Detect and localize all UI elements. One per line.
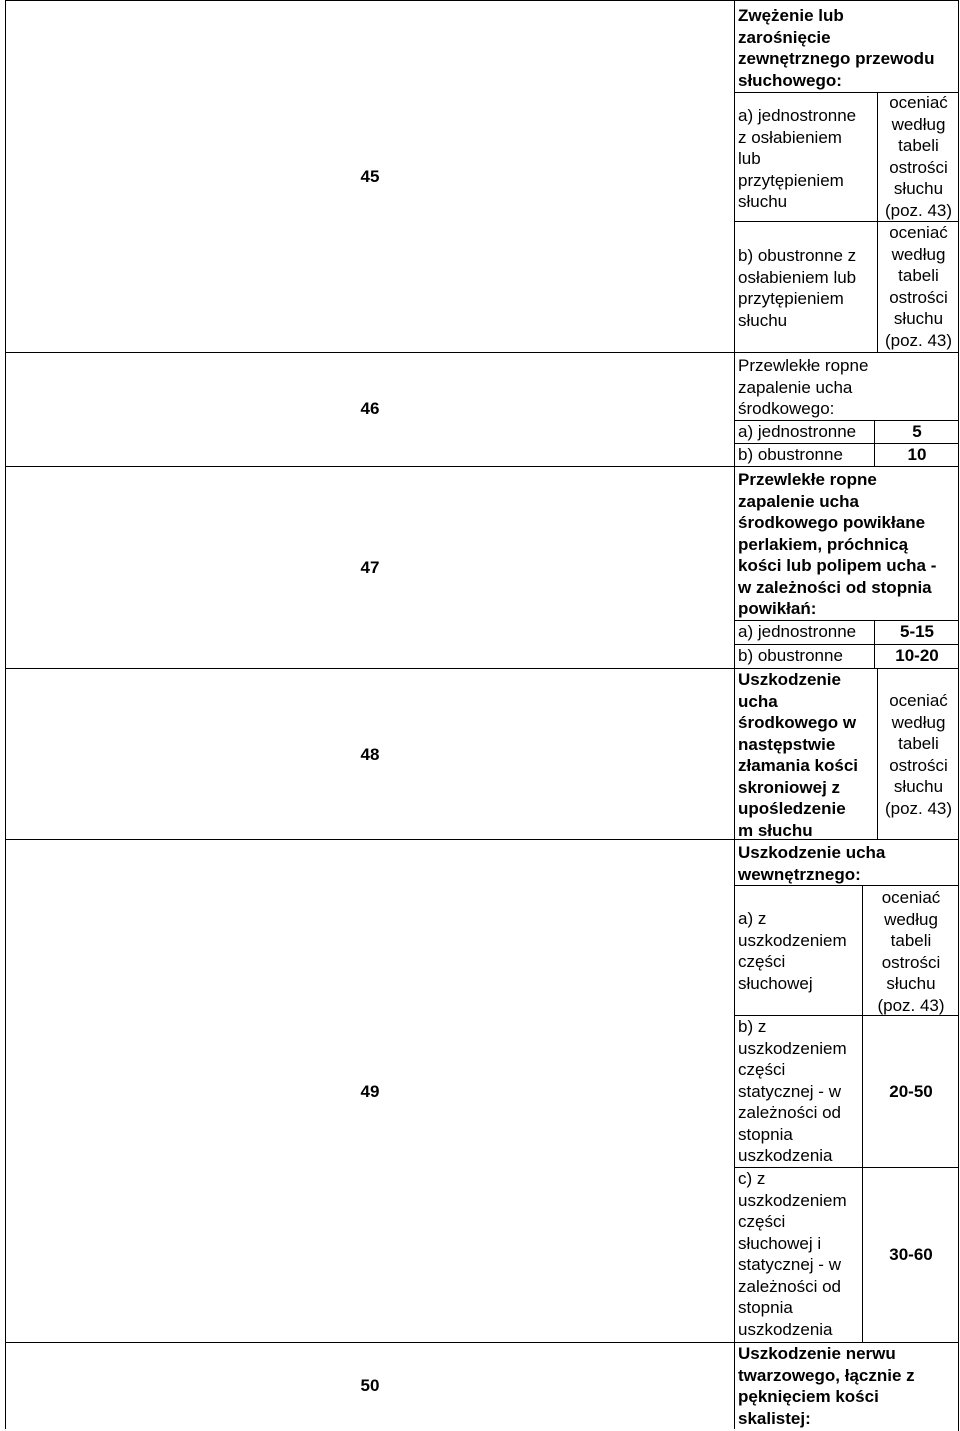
row-45-item-a-value: oceniać według tabeli ostrości słuchu (poz. 43) (884, 93, 953, 220)
row-46-item-a-label: a) jednostronne (738, 422, 857, 441)
row-49-item-a-value: oceniać według tabeli ostrości słuchu (poz. 43) (877, 888, 945, 1015)
row-number-46: 46 (360, 399, 380, 418)
row-45-item-b-label: b) obustronne z osłabieniem lub przytępieniem słuchu (738, 246, 857, 330)
row-45-item-b-value: oceniać według tabeli ostrości słuchu (poz. 43) (884, 223, 953, 350)
row-number-50: 50 (360, 1376, 380, 1395)
row-46-item-a-value: 5 (912, 422, 922, 441)
row-number-45: 45 (360, 167, 380, 186)
row-49-item-c-value: 30-60 (889, 1245, 933, 1264)
row-48-value: oceniać według tabeli ostrości słuchu (poz. 43) (884, 691, 953, 818)
row-divider (5, 352, 959, 353)
row-47-item-a-label: a) jednostronne (738, 622, 857, 641)
row-49-item-a-label: a) z uszkodzeniem części słuchowej (738, 909, 847, 993)
row-divider (5, 466, 959, 467)
row-47-heading: Przewlekłe ropne zapalenie ucha środkowego powikłane perlakiem, próchnicą kości lub polipem ucha - w zależności od stopnia powikłań: (738, 470, 937, 618)
row-49-item-c-label: c) z uszkodzeniem części słuchowej i statycznej - w zależności od stopnia uszkodzenia (738, 1169, 847, 1339)
row-46-item-b-value: 10 (907, 445, 927, 464)
row-49-item-b-value: 20-50 (889, 1082, 933, 1101)
row-45-heading: Zwężenie lub zarośnięcie zewnętrznego przewodu słuchowego: (738, 6, 935, 90)
row-49-heading: Uszkodzenie ucha wewnętrznego: (738, 843, 886, 884)
row-47-item-b-value: 10-20 (895, 646, 939, 665)
item-divider (734, 885, 959, 886)
document-table (5, 0, 959, 1431)
row-47-item-a-value: 5-15 (899, 622, 935, 641)
row-47-item-b-label: b) obustronne (738, 646, 843, 665)
row-46-heading: Przewlekłe ropne zapalenie ucha środkowego: (738, 356, 869, 418)
row-45-item-a-label: a) jednostronne z osłabieniem lub przytępieniem słuchu (738, 106, 857, 211)
row-50-heading: Uszkodzenie nerwu twarzowego, łącznie z pęknięciem kości skalistej: (738, 1344, 915, 1428)
row-46-item-b-label: b) obustronne (738, 445, 843, 464)
row-number-47: 47 (360, 558, 380, 577)
row-number-49: 49 (360, 1082, 380, 1101)
row-number-48: 48 (360, 745, 380, 764)
number-column (5, 0, 735, 1429)
row-48-heading: Uszkodzenie ucha środkowego w następstwie złamania kości skroniowej z upośledzenie m słuchu (738, 670, 859, 840)
row-49-item-b-label: b) z uszkodzeniem części statycznej - w zależności od stopnia uszkodzenia (738, 1017, 847, 1165)
